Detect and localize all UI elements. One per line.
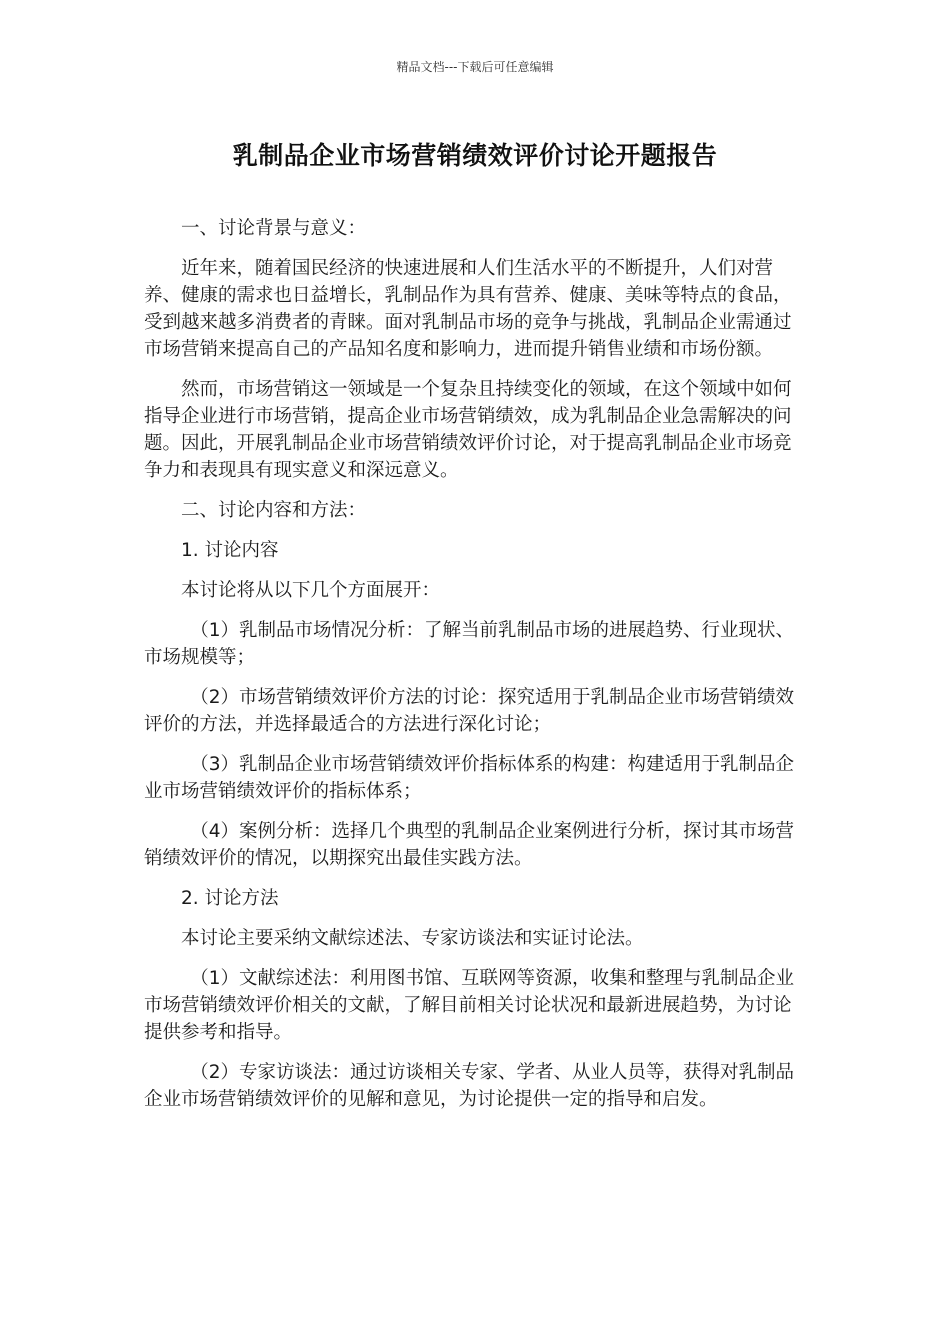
- paragraph-methods-intro: 本讨论主要采纳文献综述法、专家访谈法和实证讨论法。: [181, 928, 644, 949]
- header-note: 精品文档---下载后可任意编辑: [396, 60, 554, 74]
- document-title: 乳制品企业市场营销绩效评价讨论开题报告: [232, 141, 718, 170]
- content-item-2: （2）市场营销绩效评价方法的讨论：探究适用于乳制品企业市场营销绩效评价的方法，并选择最适合的方法进行深化讨论；: [144, 687, 795, 735]
- document-body: [144, 215, 806, 1126]
- paragraph-background: 近年来，随着国民经济的快速进展和人们生活水平的不断提升，人们对营养、健康的需求也日益增长，乳制品作为具有营养、健康、美味等特点的食品，受到越来越多消费者的青睐。面对乳制品市场的竞争与挑战，乳制品企业需通过市场营销来提高自己的产品知名度和影响力，进而提升销售业绩和市场份额。: [144, 258, 792, 360]
- content-item-1: （1）乳制品市场情况分析：了解当前乳制品市场的进展趋势、行业现状、市场规模等；: [144, 620, 795, 668]
- content-item-3: （3）乳制品企业市场营销绩效评价指标体系的构建：构建适用于乳制品企业市场营销绩效评价的指标体系；: [144, 754, 795, 802]
- method-item-2: （2）专家访谈法：通过访谈相关专家、学者、从业人员等，获得对乳制品企业市场营销绩效评价的见解和意见，为讨论提供一定的指导和启发。: [144, 1062, 795, 1110]
- subheading-methods: 2. 讨论方法: [181, 888, 279, 909]
- paragraph-content-intro: 本讨论将从以下几个方面展开：: [181, 580, 441, 601]
- section-heading-content-methods: 二、讨论内容和方法：: [181, 500, 367, 521]
- content-item-4: （4）案例分析：选择几个典型的乳制品企业案例进行分析，探讨其市场营销绩效评价的情况，以期探究出最佳实践方法。: [144, 821, 795, 869]
- paragraph-significance: 然而，市场营销这一领域是一个复杂且持续变化的领域，在这个领域中如何指导企业进行市场营销，提高企业市场营销绩效，成为乳制品企业急需解决的问题。因此，开展乳制品企业市场营销绩效评价讨论，对于提高乳制品企业市场竞争力和表现具有现实意义和深远意义。: [144, 379, 792, 481]
- section-heading-background: 一、讨论背景与意义：: [181, 218, 367, 239]
- subheading-content: 1. 讨论内容: [181, 540, 279, 561]
- method-item-1: （1）文献综述法：利用图书馆、互联网等资源，收集和整理与乳制品企业市场营销绩效评价相关的文献，了解目前相关讨论状况和最新进展趋势，为讨论提供参考和指导。: [144, 968, 795, 1043]
